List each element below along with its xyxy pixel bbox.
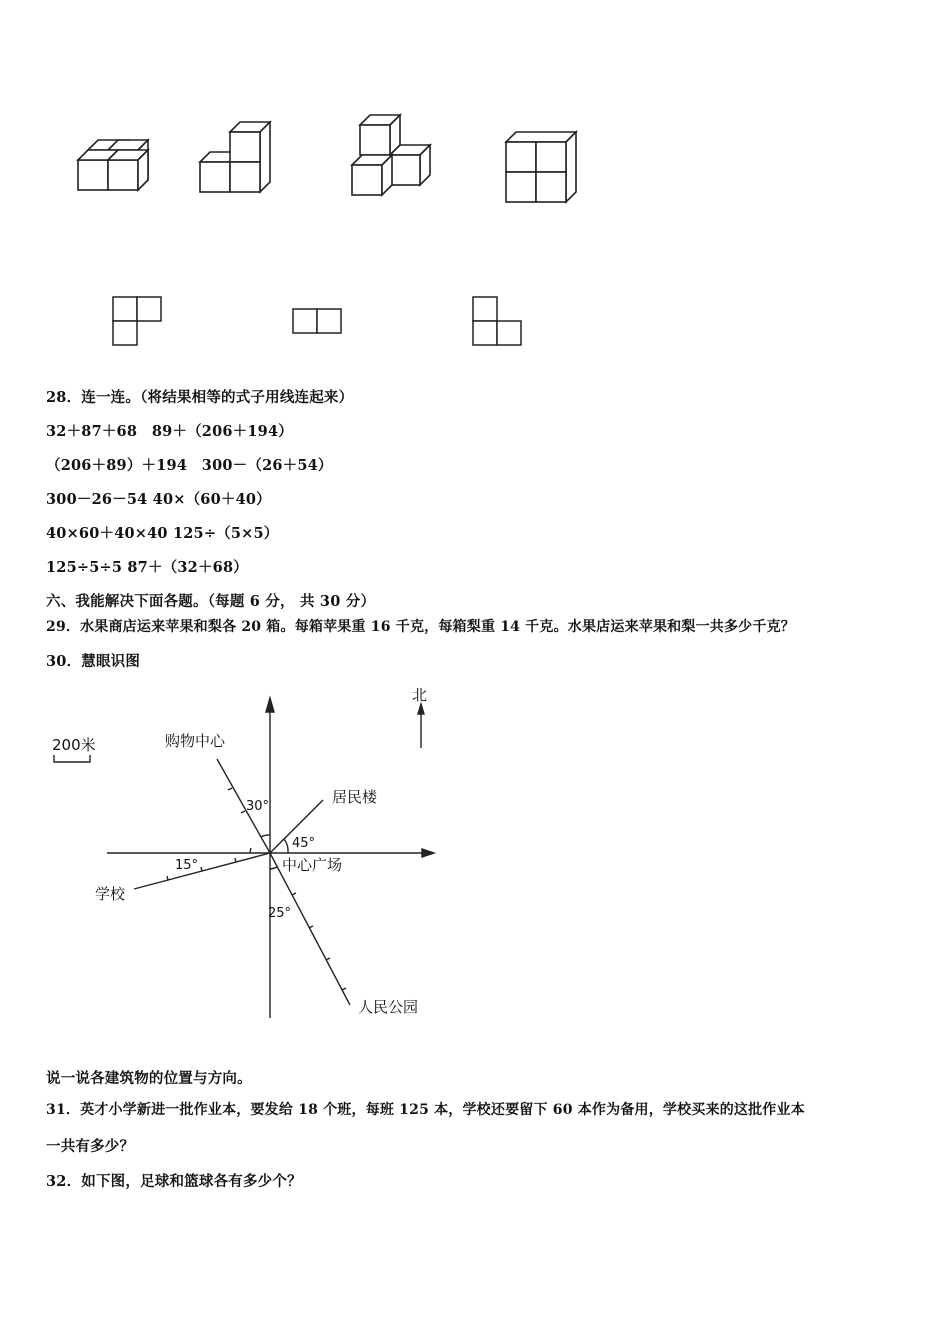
map-angle-30: 30°	[246, 799, 270, 814]
map-place-school: 学校	[95, 885, 126, 903]
cube-figures	[60, 110, 600, 210]
map-north-label: 北	[412, 686, 428, 704]
q29-text: 29．水果商店运来苹果和梨各 20 箱。每箱苹果重 16 千克，每箱梨重 14 千克。水果店运来苹果和梨一共多少千克？	[46, 619, 795, 635]
q30-title: 30．慧眼识图	[46, 653, 141, 670]
view-1	[113, 297, 161, 345]
q31-line-2: 一共有多少？	[46, 1138, 135, 1155]
q28-row-2: （206＋89）＋194 300－（26＋54）	[46, 457, 333, 474]
map-place-residential: 居民楼	[332, 788, 378, 806]
q28-title: 28．连一连。（将结果相等的式子用线连起来）	[46, 389, 354, 406]
view-3	[473, 297, 521, 345]
map-angle-15: 15°	[175, 858, 199, 873]
view-2	[293, 309, 341, 333]
map-scale-label: 200米	[52, 736, 96, 754]
q32-text: 32．如下图，足球和篮球各有多少个？	[46, 1173, 302, 1190]
map-angle-45: 45°	[292, 836, 316, 851]
view-figures	[100, 290, 540, 350]
cube-shape-2	[200, 122, 270, 192]
q28-row-3: 300－26－54 40×（60＋40）	[46, 491, 271, 508]
direction-map	[40, 680, 460, 1025]
cube-shape-3	[352, 115, 430, 195]
q28-row-1: 32＋87＋68 89＋（206＋194）	[46, 423, 293, 440]
q28-row-4: 40×60＋40×40 125÷（5×5）	[46, 525, 279, 542]
cube-shape-4	[506, 132, 576, 202]
q28-row-5: 125÷5÷5 87＋（32＋68）	[46, 559, 248, 576]
map-center-label: 中心广场	[282, 856, 343, 874]
section-6-title: 六、我能解决下面各题。（每题 6 分， 共 30 分）	[46, 593, 376, 610]
cube-shape-1	[78, 140, 148, 190]
q30-question: 说一说各建筑物的位置与方向。	[46, 1070, 252, 1087]
map-place-shopping: 购物中心	[165, 732, 226, 750]
map-place-park: 人民公园	[358, 998, 419, 1016]
q31-line-1: 31．英才小学新进一批作业本，要发给 18 个班，每班 125 本，学校还要留下 60 本作为备用，学校买来的这批作业本	[46, 1102, 805, 1118]
map-angle-25: 25°	[268, 906, 292, 921]
